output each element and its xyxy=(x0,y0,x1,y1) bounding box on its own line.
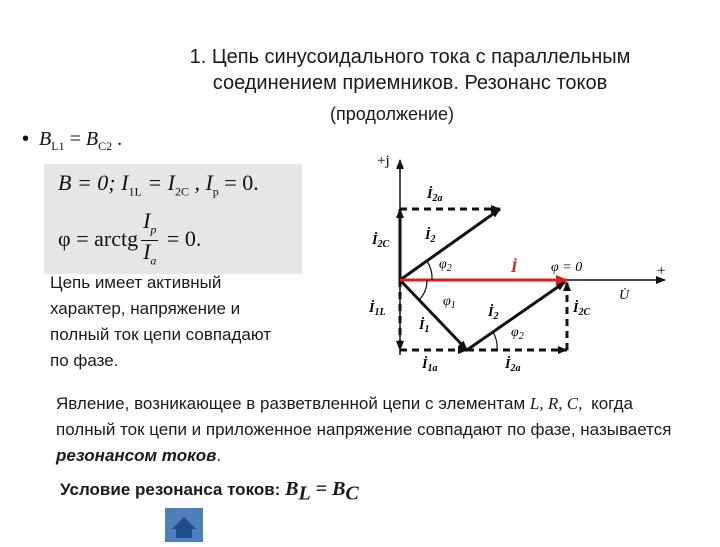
formula2-rhs: = 0. xyxy=(161,225,202,251)
label-axis-j: +j xyxy=(377,153,390,169)
arc-phi2-low xyxy=(493,332,497,350)
condition-lhs: B xyxy=(285,478,299,500)
para-term: резонансом токов xyxy=(56,446,217,465)
fraction-numerator xyxy=(141,210,158,241)
home-button[interactable] xyxy=(165,508,203,542)
label-axis-plus: + xyxy=(657,263,666,279)
den-symbol: I xyxy=(143,239,151,265)
formula-line-1 xyxy=(58,170,259,199)
bl-sub: L1 xyxy=(51,139,65,153)
bullet-equation xyxy=(22,128,122,154)
condition-rhs: B xyxy=(332,478,346,500)
label-I: İ xyxy=(511,259,518,276)
para-prefix: Явление, возникающее в разветвленной цепи с элементам xyxy=(56,394,526,413)
fraction-denominator xyxy=(141,241,158,271)
resonance-condition xyxy=(60,478,359,505)
slide-subtitle: (продолжение) xyxy=(330,104,455,124)
label-phi2-low: $\varphi_2$ xyxy=(511,325,524,342)
label-I2: $İ_2$ xyxy=(425,228,436,245)
formula1-a: B = 0; I xyxy=(58,170,129,195)
label-phi-zero: φ = 0 xyxy=(551,260,583,275)
formula-image xyxy=(44,164,302,274)
label-I1L: $İ_{1L}$ xyxy=(369,301,386,318)
formula1-sub-b: 2C xyxy=(174,184,189,199)
formula1-sub-c: p xyxy=(212,184,219,199)
para-middle: когда полный ток цепи и приложенное напряжение совпадают по фазе, называется xyxy=(56,394,672,439)
bl-symbol: B xyxy=(39,128,52,150)
bullet-eq: = xyxy=(64,128,86,150)
label-I2-mid: $İ_2$ xyxy=(488,305,499,322)
resonance-definition xyxy=(56,391,696,469)
title-line-1: 1. Цепь синусоидального тока с параллельным xyxy=(189,46,631,68)
bullet-tail: . xyxy=(112,128,123,150)
condition-eq: = xyxy=(310,478,333,500)
label-I1a: $İ_{1a}$ xyxy=(422,357,438,374)
num-symbol: I xyxy=(143,208,151,233)
label-I2C-right: $İ_{2C}$ xyxy=(573,301,591,318)
label-I2a-low: $İ_{2a}$ xyxy=(505,357,521,374)
circuit-description: Цепь имеет активный характер, напряжение и полный ток цепи совпадают по фазе. xyxy=(50,273,272,370)
condition-lhs-sub: L xyxy=(298,482,311,505)
label-U: U̇ xyxy=(619,288,630,303)
bc-sub: C2 xyxy=(98,139,113,153)
label-phi1: $\varphi_1$ xyxy=(443,294,456,311)
formula2-fraction xyxy=(141,210,158,272)
vector-I1 xyxy=(400,280,467,350)
den-sub: a xyxy=(150,253,157,268)
num-sub: p xyxy=(150,222,157,237)
formula1-d: = 0. xyxy=(218,170,259,195)
bullet-dot: • xyxy=(22,128,30,150)
para-elements: L, R, C, xyxy=(529,394,583,413)
formula1-b: = I xyxy=(141,170,175,195)
title-line-2: соединением приемников. Резонанс токов xyxy=(212,72,608,94)
formula1-c: , I xyxy=(188,170,213,195)
label-I2C-left: $İ_{2C}$ xyxy=(372,233,390,250)
arc-phi2 xyxy=(427,261,432,280)
arc-phi1 xyxy=(419,280,427,300)
label-I1: $İ_1$ xyxy=(419,318,430,335)
para-end: . xyxy=(216,446,222,465)
formula1-sub-a: 1L xyxy=(128,184,142,199)
condition-label: Условие резонанса токов: xyxy=(60,480,281,499)
slide-title xyxy=(150,44,670,96)
label-phi2: $\varphi_2$ xyxy=(439,257,452,274)
bc-symbol: B xyxy=(85,128,99,150)
formula-line-2 xyxy=(58,210,201,272)
formula2-lhs: φ = arctg xyxy=(58,225,139,251)
home-icon xyxy=(165,508,203,542)
phasor-diagram xyxy=(355,145,695,380)
label-I2a-top: $İ_{2a}$ xyxy=(427,187,443,204)
condition-rhs-sub: C xyxy=(345,482,359,505)
